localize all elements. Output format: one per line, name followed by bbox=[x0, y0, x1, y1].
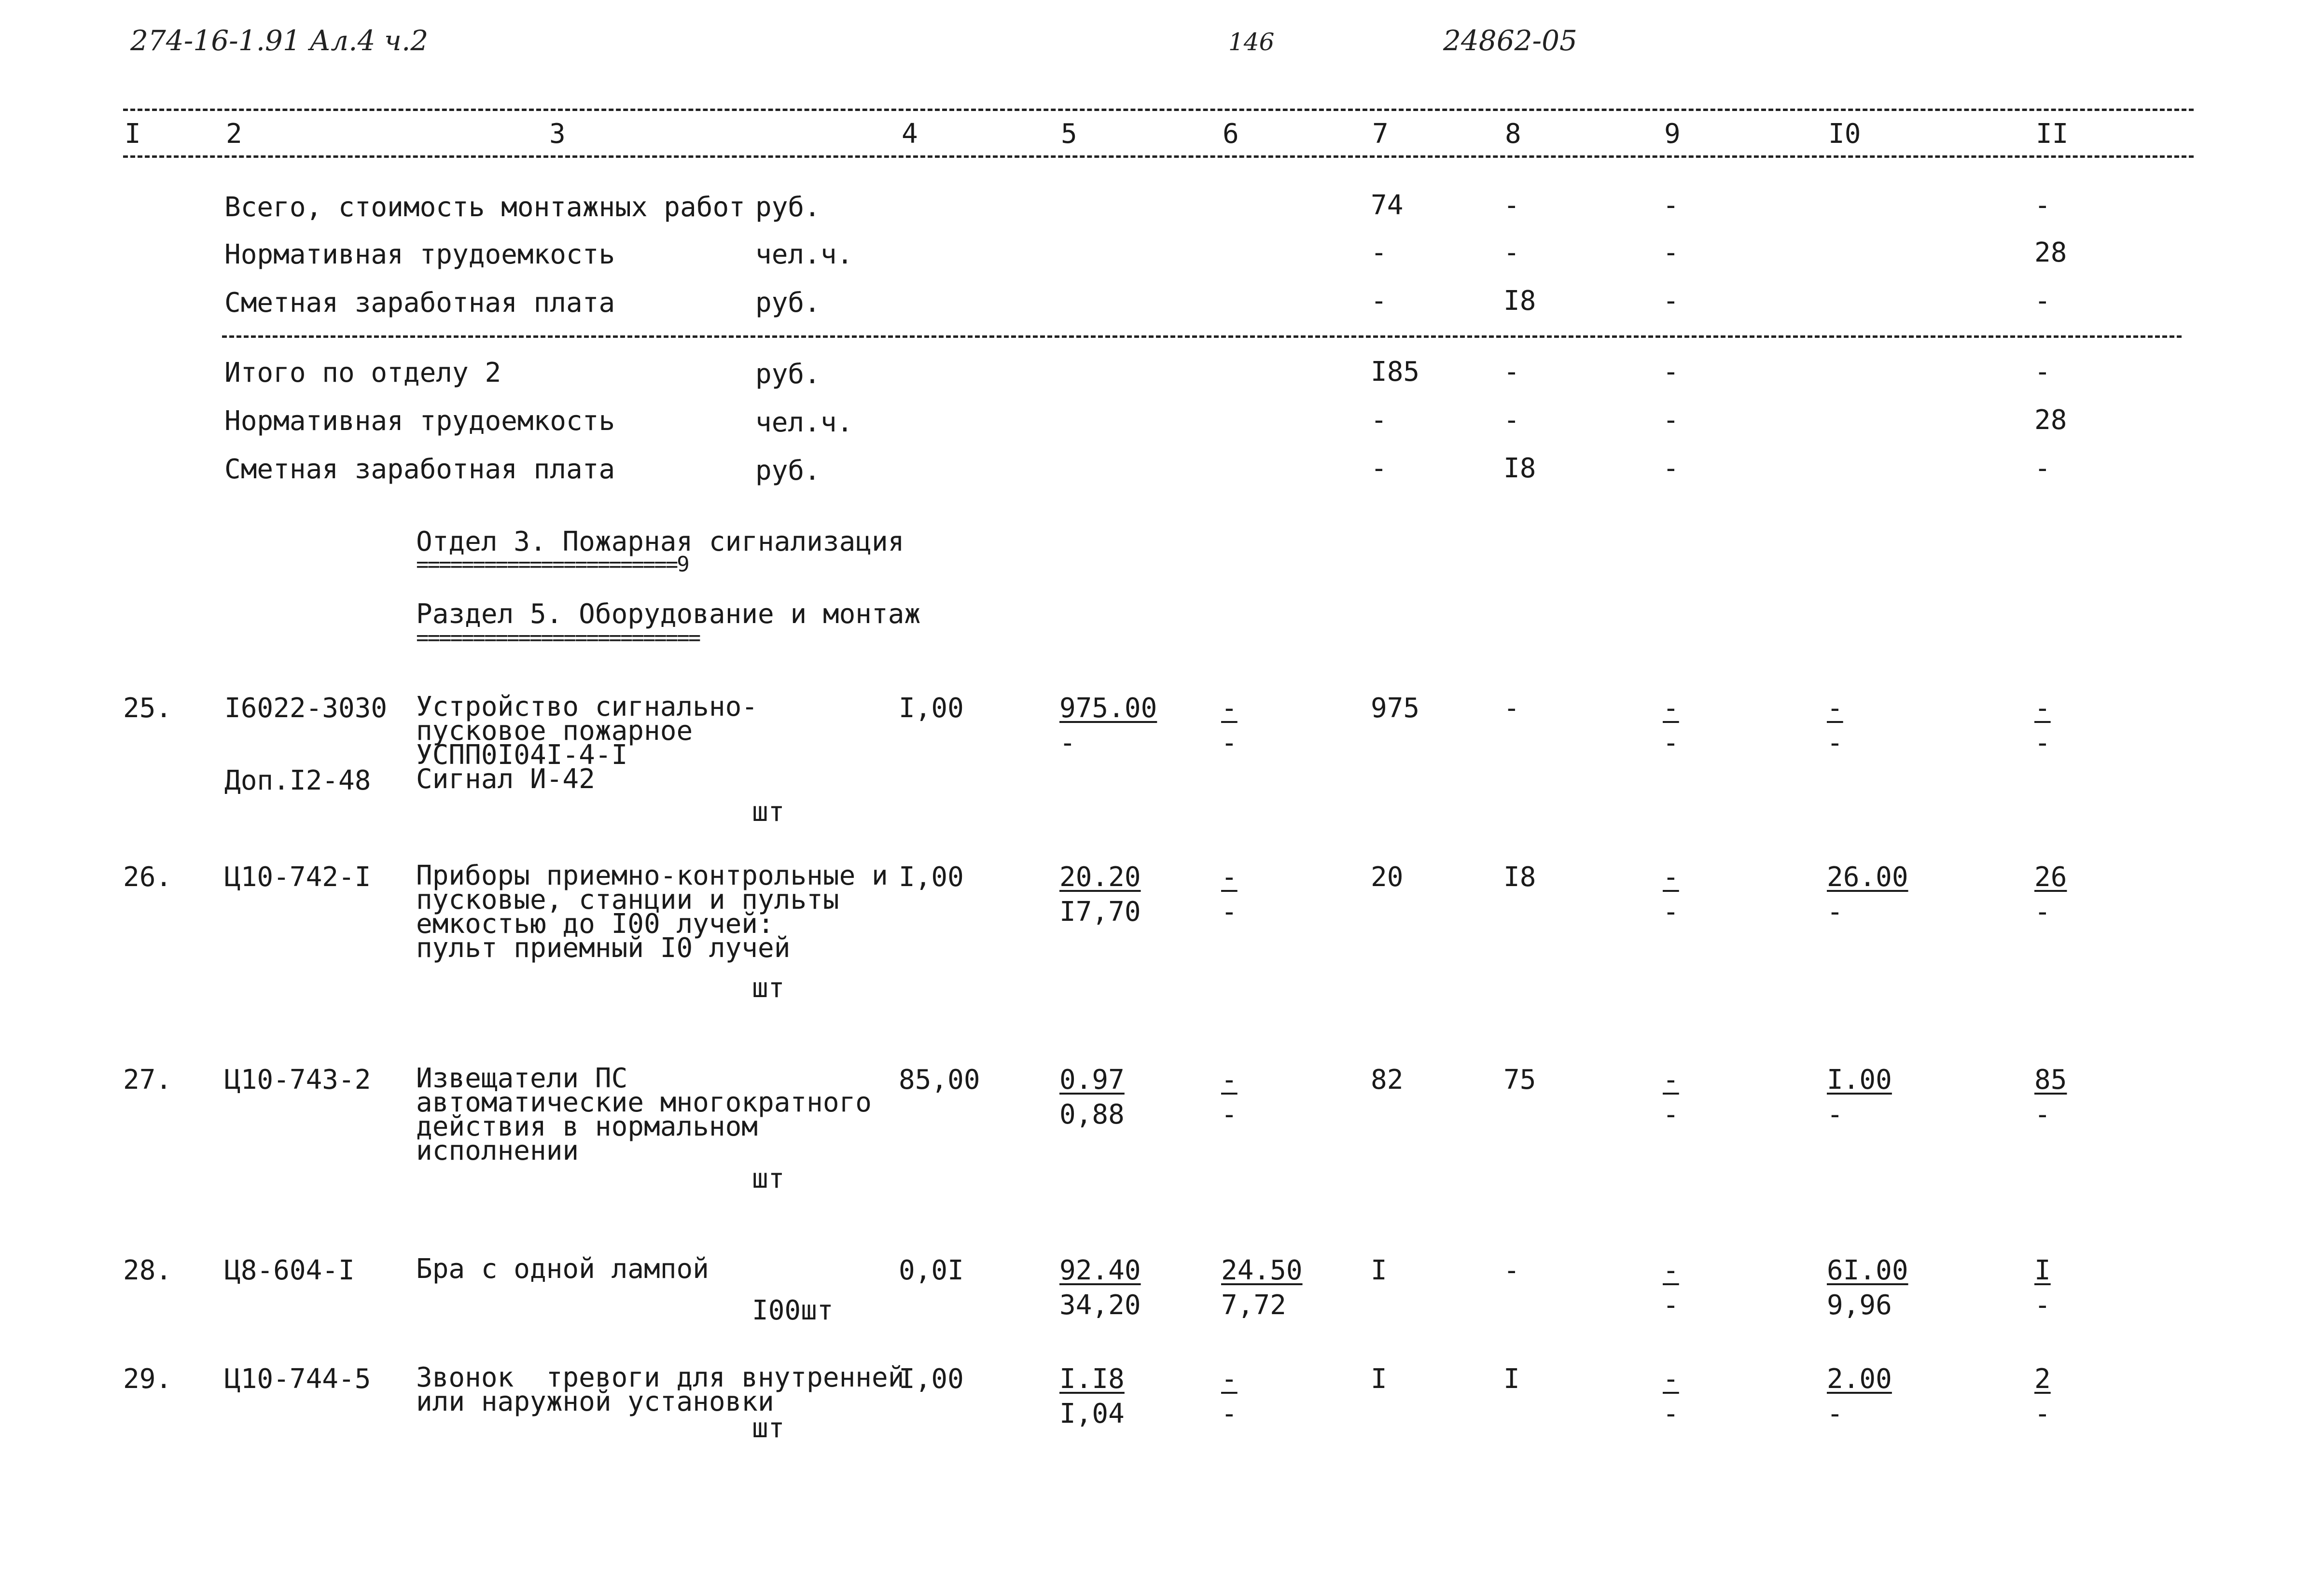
row-code: I6022-3030 bbox=[224, 693, 388, 724]
summary-col9: - bbox=[1663, 190, 1679, 221]
column-header: 2 bbox=[226, 118, 242, 150]
summary-unit: чел.ч. bbox=[755, 407, 853, 438]
summary-col11: - bbox=[2034, 356, 2051, 388]
summary-col8: I8 bbox=[1503, 285, 1536, 317]
row-col11: 2 - bbox=[2034, 1363, 2051, 1429]
column-header: 9 bbox=[1664, 118, 1681, 150]
row-col9: - - bbox=[1663, 693, 1679, 759]
row-col5: $\frac{I.I8}{I,04}$ bbox=[1059, 1363, 1125, 1429]
summary-col8: - bbox=[1503, 237, 1520, 268]
summary-col11: 28 bbox=[2034, 237, 2067, 268]
summary-col9: - bbox=[1663, 237, 1679, 268]
row-description: Бра с одной лампой bbox=[416, 1253, 709, 1285]
row-quantity: 85,00 bbox=[899, 1064, 980, 1096]
row-col8: - bbox=[1503, 693, 1520, 724]
row-col10: - - bbox=[1827, 693, 1843, 759]
column-header: 7 bbox=[1372, 118, 1389, 150]
summary-col7: 74 bbox=[1371, 190, 1404, 221]
column-header: 4 bbox=[902, 118, 918, 150]
summary-col7: I85 bbox=[1371, 356, 1420, 388]
row-code-extra: Доп.I2-48 bbox=[224, 765, 371, 796]
row-col11: - - bbox=[2034, 693, 2051, 759]
row-col10: $\frac{6I.00}{9,96}$ bbox=[1827, 1255, 1908, 1321]
row-col6: $\frac{24.50}{7,72}$ bbox=[1221, 1255, 1303, 1321]
column-header: I bbox=[125, 118, 141, 150]
row-col10: I.00 - bbox=[1827, 1064, 1892, 1130]
row-col7: I bbox=[1371, 1255, 1387, 1286]
summary-col9: - bbox=[1663, 404, 1679, 436]
otdel-heading: Отдел 3. Пожарная сигнализация bbox=[416, 526, 904, 557]
summary-col8: - bbox=[1503, 190, 1520, 221]
row-code: Ц8-604-I bbox=[224, 1255, 355, 1286]
header-bottom-rule bbox=[123, 155, 2194, 158]
row-quantity: I,00 bbox=[899, 693, 964, 724]
row-col5: 975.00 - bbox=[1059, 693, 1157, 759]
summary-label: Нормативная трудоемкость bbox=[224, 405, 615, 437]
row-col10: 2.00 - bbox=[1827, 1363, 1892, 1429]
summary-col8: - bbox=[1503, 356, 1520, 388]
row-col7: 975 bbox=[1371, 693, 1420, 724]
row-col5: $\frac{0.97}{0,88}$ bbox=[1059, 1064, 1125, 1130]
row-quantity: 0,0I bbox=[899, 1255, 964, 1286]
row-col9: - - bbox=[1663, 1255, 1679, 1321]
row-quantity: I,00 bbox=[899, 861, 964, 893]
row-col8: I8 bbox=[1503, 861, 1536, 893]
row-number: 26. bbox=[123, 861, 172, 893]
row-col9: - - bbox=[1663, 1064, 1679, 1130]
row-col5: $\frac{92.40}{34,20}$ bbox=[1059, 1255, 1141, 1321]
row-col9: - - bbox=[1663, 861, 1679, 928]
summary-unit: руб. bbox=[755, 287, 821, 319]
row-number: 29. bbox=[123, 1363, 172, 1395]
summary-unit: руб. bbox=[755, 192, 821, 223]
summary-col7: - bbox=[1371, 453, 1387, 484]
row-col6: - - bbox=[1221, 1064, 1238, 1130]
row-col11: 26 - bbox=[2034, 861, 2067, 928]
summary-separator bbox=[222, 335, 2182, 338]
summary-label: Всего, стоимость монтажных работ bbox=[224, 192, 745, 223]
row-col9: - - bbox=[1663, 1363, 1679, 1429]
row-description: Извещатели ПС автоматические многократного действия в нормальном исполнении bbox=[416, 1063, 872, 1166]
row-col7: I bbox=[1371, 1363, 1387, 1395]
summary-col7: - bbox=[1371, 237, 1387, 268]
summary-col8: - bbox=[1503, 404, 1520, 436]
row-col11: I - bbox=[2034, 1255, 2051, 1321]
column-header: 3 bbox=[549, 118, 566, 150]
summary-unit: чел.ч. bbox=[755, 239, 853, 270]
row-description: Устройство сигнально- пусковое пожарное УСПП0I04I-4-I Сигнал И-42 bbox=[416, 691, 758, 795]
row-number: 28. bbox=[123, 1255, 172, 1286]
page-number: 146 bbox=[1228, 28, 1275, 56]
summary-col9: - bbox=[1663, 356, 1679, 388]
summary-col11: - bbox=[2034, 190, 2051, 221]
summary-label: Нормативная трудоемкость bbox=[224, 239, 615, 270]
row-col10: 26.00 - bbox=[1827, 861, 1908, 928]
row-unit: шт bbox=[752, 1163, 785, 1194]
document-reference: 274-16-1.91 Ал.4 ч.2 bbox=[130, 24, 429, 57]
row-description: Звонок тревоги для внутренней или наружной установки bbox=[416, 1362, 904, 1417]
row-description: Приборы приемно-контрольные и пусковые, станции и пульты емкостью до I00 лучей: пульт приемный I0 лучей bbox=[416, 860, 888, 964]
row-code: Ц10-742-I bbox=[224, 861, 371, 893]
row-col5: $\frac{20.20}{I7,70}$ bbox=[1059, 861, 1141, 928]
row-unit: шт bbox=[752, 796, 785, 828]
summary-col11: 28 bbox=[2034, 404, 2067, 436]
razdel-heading-underline: ========================= bbox=[416, 625, 700, 650]
summary-col11: - bbox=[2034, 285, 2051, 317]
row-number: 27. bbox=[123, 1064, 172, 1096]
summary-col11: - bbox=[2034, 453, 2051, 484]
row-quantity: I,00 bbox=[899, 1363, 964, 1395]
header-top-rule bbox=[123, 109, 2194, 111]
column-header: II bbox=[2036, 118, 2069, 150]
row-col8: I bbox=[1503, 1363, 1520, 1395]
column-header: I0 bbox=[1828, 118, 1861, 150]
row-col7: 82 bbox=[1371, 1064, 1404, 1096]
row-col7: 20 bbox=[1371, 861, 1404, 893]
row-col6: - - bbox=[1221, 1363, 1238, 1429]
row-col11: 85 - bbox=[2034, 1064, 2067, 1130]
summary-col7: - bbox=[1371, 285, 1387, 317]
summary-col9: - bbox=[1663, 285, 1679, 317]
summary-label: Итого по отделу 2 bbox=[224, 357, 501, 389]
summary-col7: - bbox=[1371, 404, 1387, 436]
summary-col9: - bbox=[1663, 453, 1679, 484]
summary-label: Сметная заработная плата bbox=[224, 287, 615, 319]
row-unit: шт bbox=[752, 972, 785, 1004]
row-col6: - - bbox=[1221, 693, 1238, 759]
summary-label: Сметная заработная плата bbox=[224, 454, 615, 485]
razdel-heading: Раздел 5. Оборудование и монтаж bbox=[416, 598, 921, 630]
row-unit: I00шт bbox=[752, 1295, 834, 1326]
column-header: 8 bbox=[1505, 118, 1521, 150]
column-header: 5 bbox=[1061, 118, 1077, 150]
summary-unit: руб. bbox=[755, 359, 821, 390]
row-col8: 75 bbox=[1503, 1064, 1536, 1096]
row-code: Ц10-743-2 bbox=[224, 1064, 371, 1096]
summary-unit: руб. bbox=[755, 455, 821, 486]
row-unit: шт bbox=[752, 1413, 785, 1444]
row-number: 25. bbox=[123, 693, 172, 724]
column-header: 6 bbox=[1223, 118, 1239, 150]
row-col6: - - bbox=[1221, 861, 1238, 928]
row-code: Ц10-744-5 bbox=[224, 1363, 371, 1395]
sheet-code: 24862-05 bbox=[1443, 24, 1577, 57]
summary-col8: I8 bbox=[1503, 453, 1536, 484]
row-col8: - bbox=[1503, 1255, 1520, 1286]
otdel-heading-underline: =======================9 bbox=[416, 552, 688, 577]
